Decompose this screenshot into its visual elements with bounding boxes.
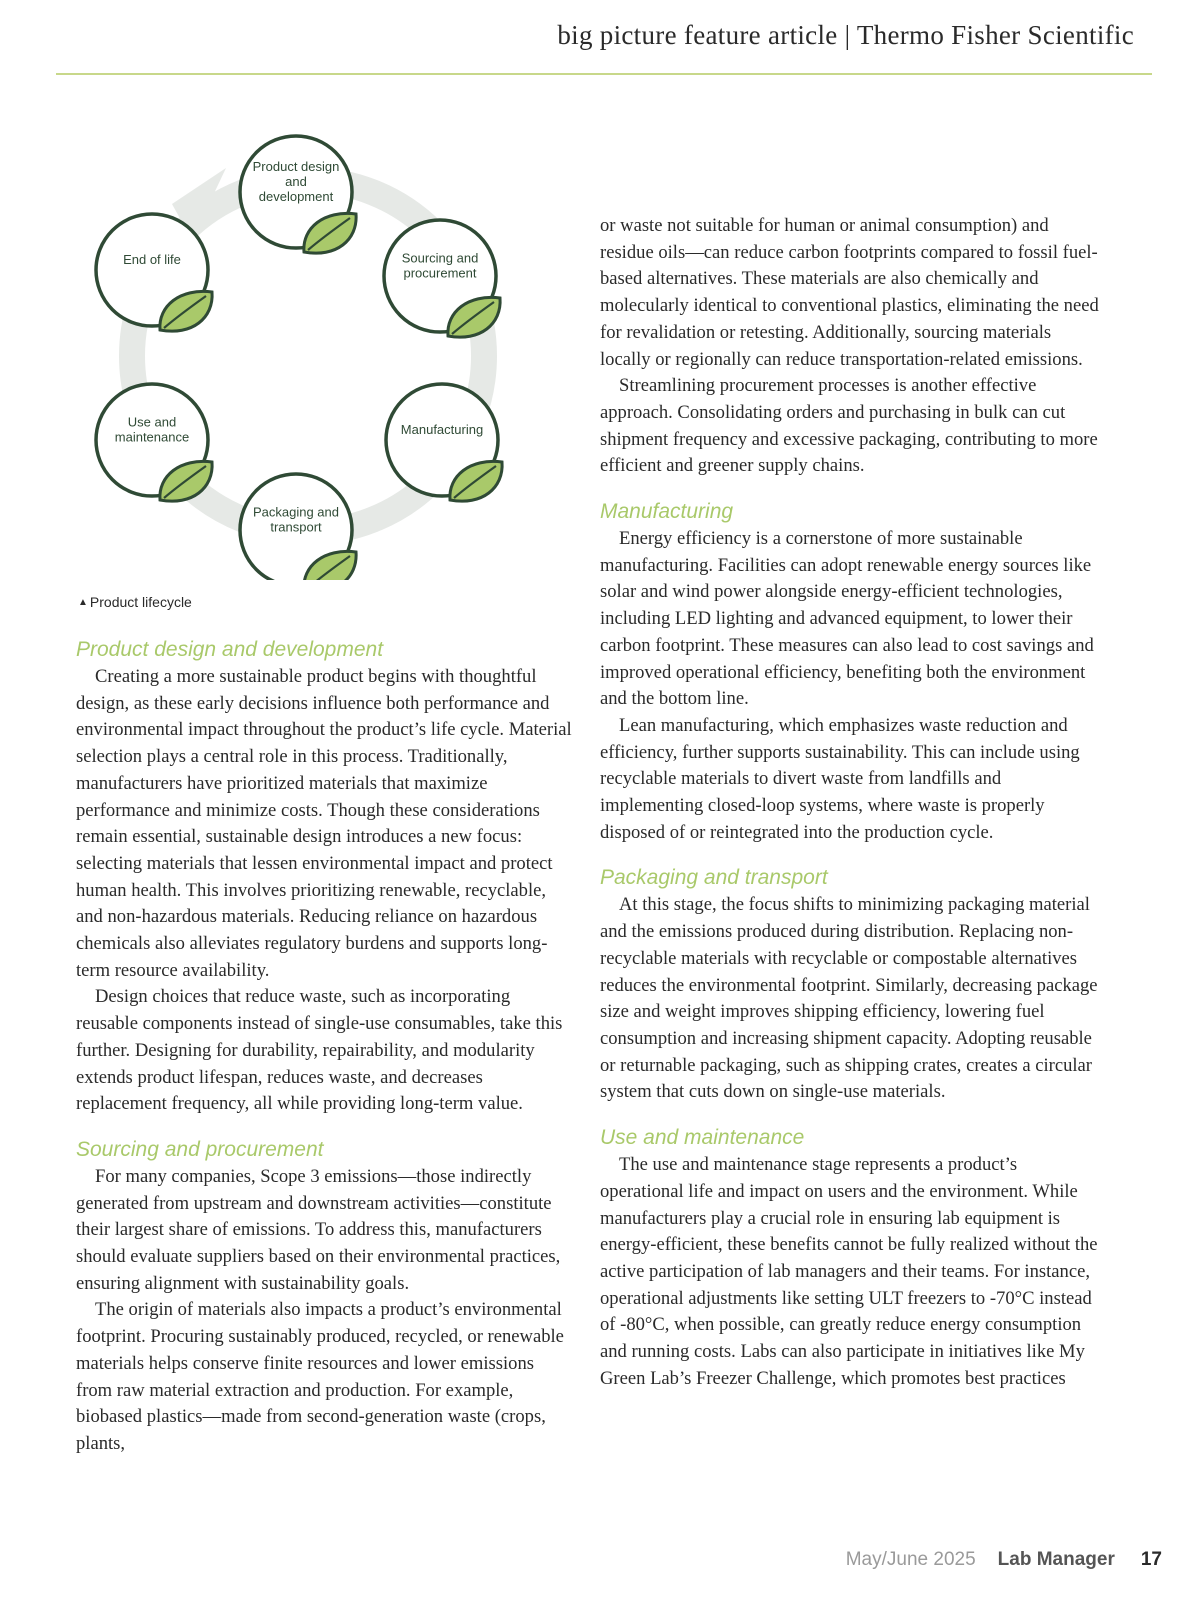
caption-pointer-icon: ▲ — [78, 597, 88, 608]
paragraph: The origin of materials also impacts a product’s environmental footprint. Procuring sustainably produced, recycled, or renewable materials helps conserve finite resources and lower emissions from raw material extraction and production. For example, biobased plastics—made from second-generation waste (crops, plants, — [76, 1299, 564, 1454]
node-label: Sourcing and — [401, 250, 479, 266]
lifecycle-node-packaging — [240, 474, 356, 580]
lifecycle-node-sourcing — [384, 220, 500, 337]
paragraph: The use and maintenance stage represents a product’s operational life and impact on users and the environment. While manufacturers play a crucial role in ensuring lab equipment is energy-efficient, these benefits cannot be fully realized without the active participation of lab managers and their teams. For instance, operational adjustments like setting ULT freezers to -70°C instead of -80°C, when possible, can greatly reduce energy consumption and running costs. Labs can also participate in initiatives like My Green Lab’s Freezer Challenge, which promotes best practices — [600, 1154, 1098, 1389]
paragraph: For many companies, Scope 3 emissions—those indirectly generated from upstream and downstream activities—constitute their largest share of emissions. To address this, manufacturers should evaluate suppliers based on their environmental practices, ensuring alignment with sustainability goals. — [76, 1165, 561, 1294]
lifecycle-diagram — [76, 100, 546, 580]
caption-text: Product lifecycle — [89, 594, 192, 610]
node-label: End of life — [123, 252, 181, 267]
issue-date: May/June 2025 — [845, 1549, 976, 1570]
paragraph: Streamlining procurement processes is another effective approach. Consolidating orders and purchasing in bulk can cut shipment frequency and excessive packaging, contributing to more efficient and greener supply chains. — [600, 375, 1098, 477]
heading-manufacturing: Manufacturing — [600, 500, 734, 524]
header-title: big picture feature article | Thermo Fisher Scientific — [557, 20, 1134, 50]
node-label: procurement — [403, 265, 477, 281]
lifecycle-node-design — [240, 136, 356, 253]
magazine-name: Lab Manager — [997, 1549, 1115, 1570]
heading-packaging: Packaging and transport — [600, 866, 828, 890]
paragraph: Creating a more sustainable product begins with thoughtful design, as these early decisions influence both performance and environmental impact throughout the product’s life cycle. Material selection plays a central role in this process. Traditionally, manufacturers have prioritized materials that maximize performance and minimize costs. Though these considerations remain essential, sustainable design introduces a new focus: selecting materials that lessen environmental impact and protect human health. This involves prioritizing renewable, recyclable, and non-hazardous materials. Reducing reliance on hazardous chemicals also alleviates regulatory burdens and supports long-term resource availability. — [76, 666, 572, 981]
heading-product-design: Product design and development — [76, 638, 384, 661]
node-label: development — [258, 189, 334, 204]
heading-use-maintenance: Use and maintenance — [600, 1126, 805, 1150]
diagram-caption — [78, 594, 192, 610]
paragraph: Design choices that reduce waste, such as incorporating reusable components instead of single-use consumables, take this further. Designing for durability, repairability, and modularity extends product lifespan, reduces waste, and decreases replacement frequency, all while providing long-term value. — [76, 986, 563, 1115]
node-label: and — [285, 174, 307, 189]
paragraph: Lean manufacturing, which emphasizes waste reduction and efficiency, further supports sustainability. This can include using recyclable materials to divert waste from landfills and implementing closed-loop systems, where waste is properly disposed of or reintegrated into the production cycle. — [600, 714, 1080, 843]
lifecycle-node-manufacturing — [386, 384, 502, 501]
node-label: Use and — [127, 414, 177, 430]
page-footer — [846, 1549, 1162, 1571]
page-header — [56, 18, 1152, 75]
node-label: Manufacturing — [400, 422, 484, 437]
paragraph: Energy efficiency is a cornerstone of more sustainable manufacturing. Facilities can adopt renewable energy sources like solar and wind power alongside energy-efficient technologies, including LED lighting and advanced equipment, to lower their carbon footprint. These measures can also lead to cost savings and improved operational efficiency, benefiting both the environment and the bottom line. — [600, 528, 1094, 710]
node-label: maintenance — [114, 429, 190, 445]
paragraph-continued: or waste not suitable for human or animal consumption) and residue oils—can reduce carbon footprints compared to fossil fuel-based alternatives. These materials are also chemically and molecularly identical to conventional plastics, eliminating the need for revalidation or retesting. Additionally, sourcing materials locally or regionally can reduce transportation-related emissions. — [600, 215, 1099, 370]
node-label: Packaging and — [252, 504, 340, 520]
node-label: Product design — [252, 159, 340, 174]
right-column — [600, 213, 1100, 1392]
left-column — [76, 636, 572, 1458]
lifecycle-node-end — [96, 214, 212, 331]
node-label: transport — [270, 519, 322, 535]
lifecycle-node-use — [96, 384, 212, 501]
page-number: 17 — [1140, 1549, 1162, 1570]
heading-sourcing: Sourcing and procurement — [76, 1137, 324, 1161]
paragraph: At this stage, the focus shifts to minimizing packaging material and the emissions produced during distribution. Replacing non-recyclable materials with recyclable or compostable alternatives reduces the environmental footprint. Similarly, decreasing package size and weight improves shipping efficiency, lowering fuel consumption and increasing shipment capacity. Adopting reusable or returnable packaging, such as shipping crates, creates a circular system that cuts down on single-use materials. — [600, 894, 1098, 1103]
